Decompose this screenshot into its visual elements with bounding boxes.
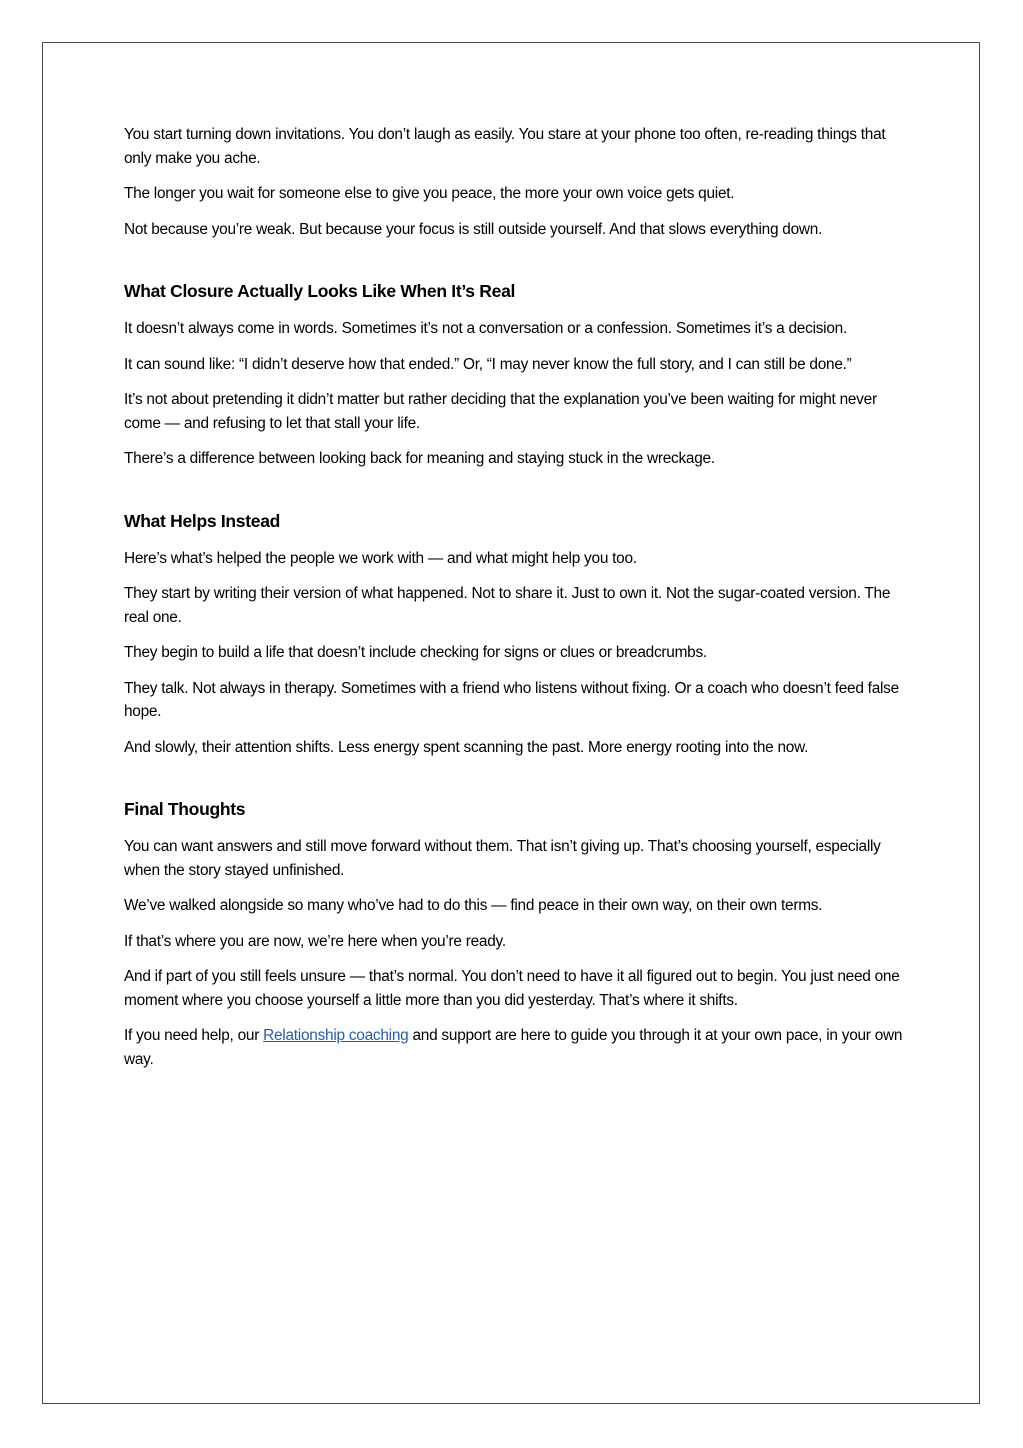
final-paragraph-5 bbox=[124, 1024, 904, 1071]
relationship-coaching-link[interactable]: Relationship coaching bbox=[263, 1027, 409, 1044]
helps-paragraph-3: They begin to build a life that doesn’t include checking for signs or clues or breadcrumbs. bbox=[124, 644, 707, 661]
closure-heading: What Closure Actually Looks Like When It’s Real bbox=[124, 281, 516, 301]
intro-paragraph-3: Not because you’re weak. But because your focus is still outside yourself. And that slows everything down. bbox=[124, 220, 823, 238]
intro-paragraph-1: You start turning down invitations. You don’t laugh as easily. You stare at your phone too often, re-reading things that only make you ache. bbox=[124, 126, 886, 167]
final-paragraph-5-tail: and support are here to guide you through it at your own pace, in your own way. bbox=[124, 1027, 903, 1068]
helps-heading: What Helps Instead bbox=[124, 510, 281, 531]
closure-paragraph-1: It doesn’t always come in words. Sometimes it’s not a conversation or a confession. Sometimes it’s a decision. bbox=[124, 320, 847, 337]
closure-paragraph-2: It can sound like: “I didn’t deserve how that ended.” Or, “I may never know the full story, and I can still be done.” bbox=[124, 355, 852, 373]
final-heading: Final Thoughts bbox=[124, 799, 246, 819]
final-paragraph-3: If that’s where you are now, we’re here when you’re ready. bbox=[124, 932, 506, 950]
final-paragraph-2: We’ve walked alongside so many who’ve had to do this — find peace in their own way, on their own terms. bbox=[124, 897, 823, 914]
closure-paragraph-4: There’s a difference between looking back for meaning and staying stuck in the wreckage. bbox=[124, 450, 715, 467]
closure-paragraph-3: It’s not about pretending it didn’t matter but rather deciding that the explanation you’ve been waiting for might never come — and refusing to let that stall your life. bbox=[124, 391, 877, 432]
helps-paragraph-4: They talk. Not always in therapy. Sometimes with a friend who listens without fixing. Or a coach who doesn’t feed false hope. bbox=[124, 679, 899, 720]
final-paragraph-1: You can want answers and still move forward without them. That isn’t giving up. That’s choosing yourself, especially when the story stayed unfinished. bbox=[124, 838, 881, 879]
final-paragraph-4: And if part of you still feels unsure — that’s normal. You don’t need to have it all figured out to begin. You just need one moment where you choose yourself a little more than you did yesterday. That’s where it shifts. bbox=[124, 968, 900, 1009]
final-paragraph-5-lead: If you need help, our bbox=[124, 1027, 264, 1044]
document-body bbox=[124, 123, 904, 1083]
helps-paragraph-5: And slowly, their attention shifts. Less energy spent scanning the past. More energy rooting into the now. bbox=[124, 738, 809, 756]
intro-paragraph-2: The longer you wait for someone else to give you peace, the more your own voice gets quiet. bbox=[124, 185, 735, 202]
helps-paragraph-2: They start by writing their version of what happened. Not to share it. Just to own it. Not the sugar-coated version. The real one. bbox=[124, 585, 891, 626]
helps-paragraph-1: Here’s what’s helped the people we work with — and what might help you too. bbox=[124, 549, 637, 567]
